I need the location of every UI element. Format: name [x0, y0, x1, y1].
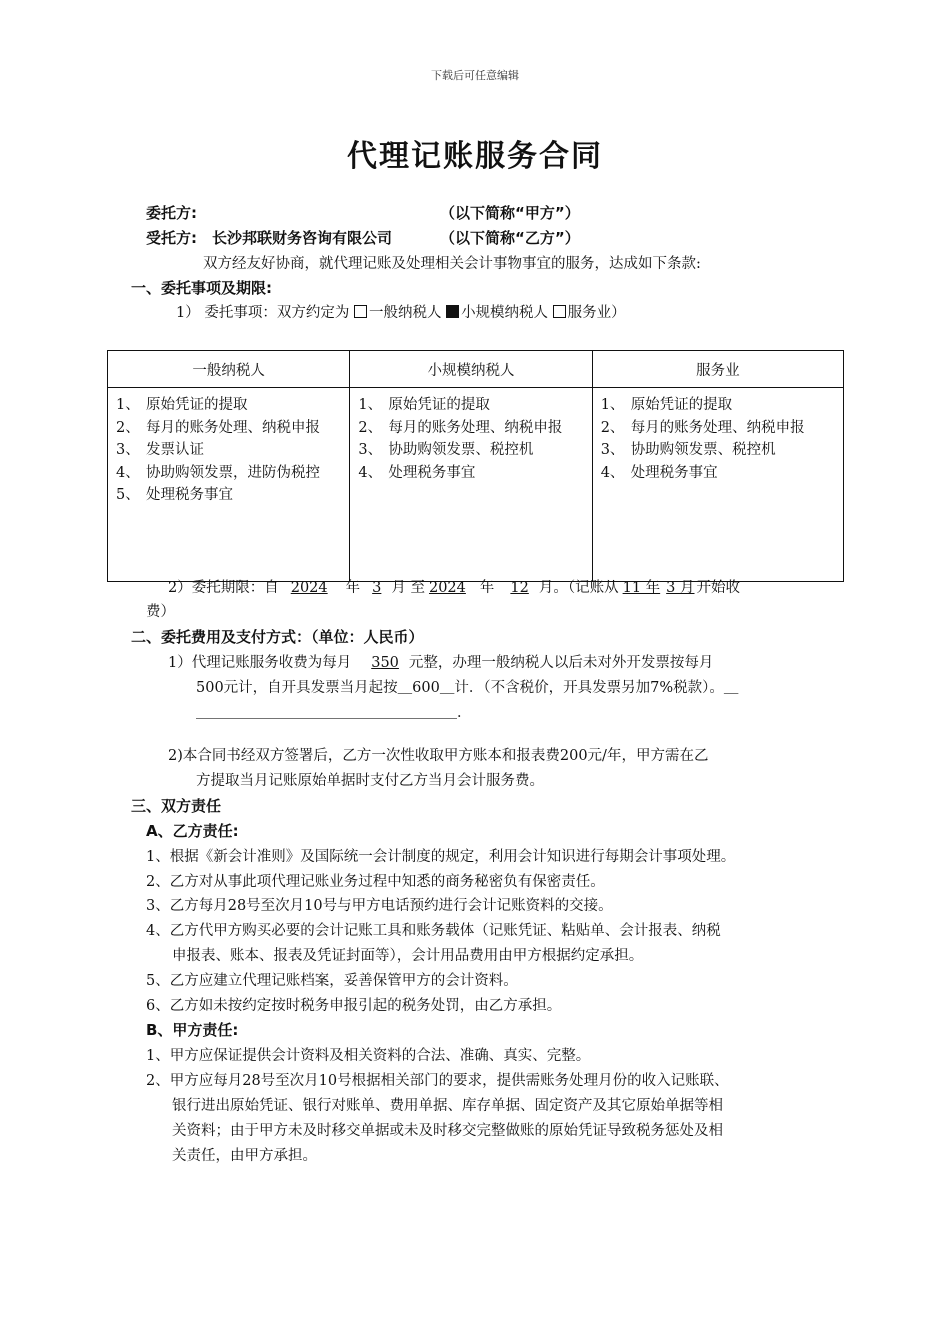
payment-line-1: 2)本合同书经双方签署后，乙方一次性收取甲方账本和报表费200元/年，甲方需在乙	[168, 748, 709, 764]
agent-name: 长沙邦联财务咨询有限公司	[212, 229, 393, 247]
partyB-item-2: 2、乙方对从事此项代理记账业务过程中知悉的商务秘密负有保密责任。	[146, 874, 605, 890]
term-tail-line: 费）	[146, 604, 175, 620]
list-text: 处理税务事宜	[146, 487, 233, 503]
list-text: 原始凭证的提取	[146, 397, 248, 413]
list-item	[358, 417, 583, 440]
partyA-item-2-cont-1: 银行进出原始凭证、银行对账单、费用单据、库存单据、固定资产及其它原始单据等相	[172, 1098, 723, 1114]
partyB-item-1: 1、根据《新会计准则》及国际统一会计制度的规定，利用会计知识进行每期会计事项处理。	[146, 849, 736, 865]
fee-amount: 350	[371, 655, 399, 671]
option-service-industry-label: 服务业）	[567, 305, 626, 321]
list-number: 2、	[358, 419, 383, 436]
list-item	[116, 394, 341, 417]
partyA-item-1: 1、甲方应保证提供会计资料及相关资料的合法、准确、真实、完整。	[146, 1048, 591, 1064]
term-prefix: 2）委托期限：自	[168, 580, 279, 596]
fee-prefix: 1）代理记账服务收费为每月	[168, 655, 352, 671]
list-number: 3、	[600, 442, 625, 458]
list-item	[116, 462, 341, 485]
list-item	[116, 417, 341, 440]
partyB-item-3: 3、乙方每月28号至次月10号与甲方电话预约进行会计记账资料的交接。	[146, 898, 613, 914]
list-number: 2、	[116, 419, 140, 436]
list-item	[601, 462, 835, 485]
book-start-year: 11 年	[622, 580, 661, 596]
list-number: 4、	[600, 464, 625, 481]
header-general-taxpayer: 一般纳税人	[108, 351, 350, 388]
list-text: 原始凭证的提取	[388, 397, 490, 413]
list-text: 处理税务事宜	[630, 464, 718, 481]
page-title: 代理记账服务合同	[347, 139, 603, 174]
header-small-taxpayer: 小规模纳税人	[350, 351, 592, 388]
list-text: 处理税务事宜	[388, 464, 476, 481]
term-line	[168, 576, 740, 597]
list-item	[601, 439, 835, 462]
fee-line-3: ＿＿＿＿＿＿＿＿＿＿＿＿＿＿＿＿＿＿．	[196, 705, 472, 721]
service-table	[107, 350, 844, 582]
header-note: 下载后可任意编辑	[431, 69, 519, 82]
term-to: 月 至	[391, 580, 425, 596]
payment-line-2: 方提取当月记账原始单据时支付乙方当月会计服务费。	[196, 773, 544, 789]
service-table-header-row	[108, 351, 844, 388]
list-number: 3、	[358, 442, 383, 458]
list-number: 2、	[600, 419, 625, 436]
checkbox-service-industry[interactable]	[553, 305, 566, 318]
service-table-body-row	[108, 388, 844, 582]
small-taxpayer-services	[350, 388, 592, 582]
term-start-year: 2024	[290, 580, 328, 596]
list-item	[601, 394, 835, 417]
option-general-taxpayer-label: 一般纳税人	[368, 305, 442, 321]
intro-paragraph: 双方经友好协商，就代理记账及处理相关会计事物事宜的服务，达成如下条款:	[203, 256, 701, 272]
partyA-heading: B、甲方责任:	[146, 1021, 239, 1039]
list-text: 每月的账务处理、纳税申报	[630, 419, 805, 436]
list-text: 发票认证	[146, 442, 204, 458]
general-taxpayer-services	[108, 388, 350, 582]
delegation-prefix: 1） 委托事项：双方约定为	[176, 305, 350, 321]
header-service-industry: 服务业	[592, 351, 843, 388]
book-start-month: 3 月	[666, 580, 695, 596]
term-start-month: 3	[372, 580, 382, 596]
list-item	[601, 417, 835, 440]
partyB-heading: A、乙方责任:	[146, 822, 239, 840]
list-item	[116, 484, 341, 507]
list-item	[358, 394, 583, 417]
list-text: 协助购领发票、税控机	[630, 442, 776, 458]
list-text: 原始凭证的提取	[630, 397, 733, 413]
term-end-month: 12	[510, 580, 529, 596]
list-number: 3、	[116, 442, 140, 458]
list-number: 1、	[116, 397, 140, 413]
term-suffix: 月。（记账从	[538, 580, 619, 596]
checkbox-small-taxpayer[interactable]	[446, 305, 459, 318]
fee-line-1	[168, 651, 713, 672]
list-text: 每月的账务处理、纳税申报	[388, 419, 563, 436]
list-text: 每月的账务处理、纳税申报	[146, 419, 320, 436]
list-item	[358, 462, 583, 485]
fee-line-2: 500元计，自开具发票当月起按＿600＿计．（不含税价，开具发票另加7%税款）。＿	[196, 680, 739, 696]
partyB-item-4-cont: 申报表、账本、报表及凭证封面等），会计用品费用由甲方根据约定承担。	[172, 948, 644, 964]
list-text: 协助购领发票、税控机	[388, 442, 534, 458]
list-text: 协助购领发票，进防伪税控	[146, 464, 320, 481]
list-item	[358, 439, 583, 462]
fee-suffix: 元整，办理一般纳税人以后未对外开发票按每月	[408, 655, 714, 671]
partyB-item-6: 6、乙方如未按约定按时税务申报引起的税务处罚，由乙方承担。	[146, 998, 562, 1014]
list-number: 4、	[116, 464, 140, 481]
term-year-char: 年	[345, 580, 361, 596]
list-number: 5、	[116, 487, 140, 503]
list-number: 4、	[358, 464, 383, 481]
term-tail: 开始收	[696, 580, 740, 596]
partyA-item-2-cont-3: 关责任，由甲方承担。	[172, 1148, 317, 1164]
client-label: 委托方:	[146, 204, 197, 222]
service-industry-services	[592, 388, 843, 582]
agent-label: 受托方:	[146, 229, 197, 247]
delegation-item	[176, 301, 626, 322]
list-number: 1、	[358, 397, 383, 413]
list-item	[116, 439, 341, 462]
partyA-item-2-cont-2: 关资料；由于甲方未及时移交单据或未及时移交完整做账的原始凭证导致税务惩处及相	[172, 1123, 723, 1139]
partyB-item-5: 5、乙方应建立代理记账档案，妥善保管甲方的会计资料。	[146, 973, 518, 989]
list-number: 1、	[600, 397, 625, 413]
partyB-item-4: 4、乙方代甲方购买必要的会计记账工具和账务载体（记账凭证、粘贴单、会计报表、纳税	[146, 923, 721, 939]
term-end-year: 2024	[428, 580, 466, 596]
client-alias: （以下简称“甲方”）	[440, 204, 580, 222]
checkbox-general-taxpayer[interactable]	[354, 305, 367, 318]
term-year-char: 年	[479, 580, 495, 596]
section3-heading: 三、双方责任	[131, 797, 222, 815]
partyA-item-2: 2、甲方应每月28号至次月10号根据相关部门的要求，提供需账务处理月份的收入记账联、	[146, 1073, 729, 1089]
agent-alias: （以下简称“乙方”）	[440, 229, 580, 247]
option-small-taxpayer-label: 小规模纳税人	[461, 305, 549, 321]
section1-heading: 一、委托事项及期限:	[131, 279, 272, 297]
section2-heading: 二、委托费用及支付方式：（单位：人民币）	[131, 628, 424, 646]
